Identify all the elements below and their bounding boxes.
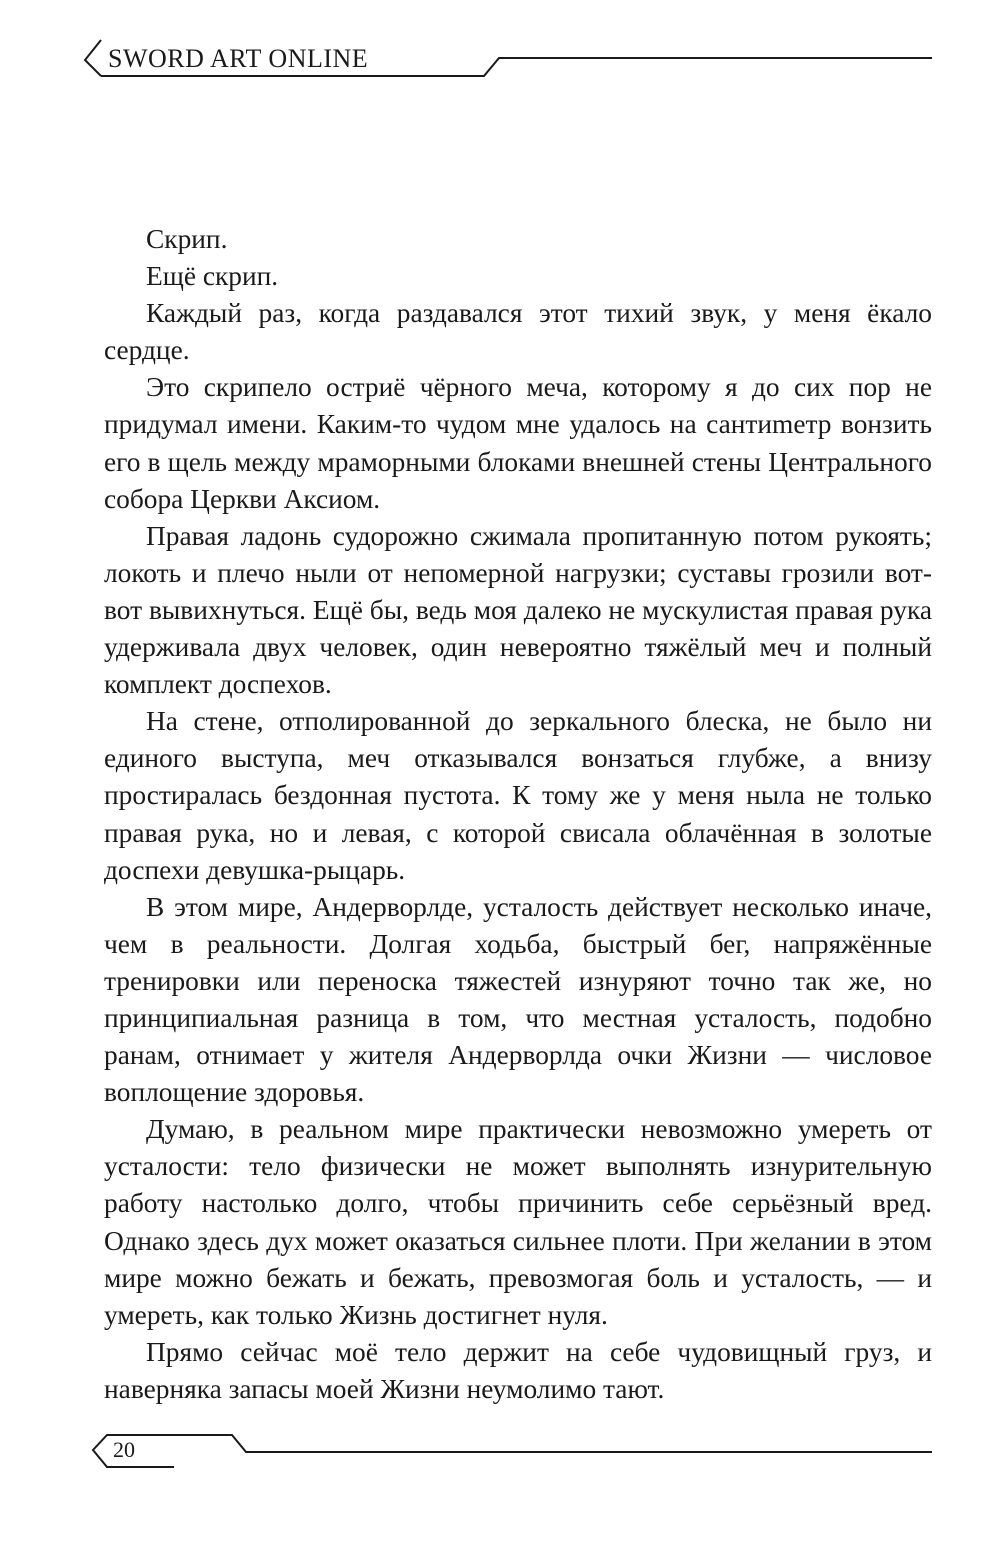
paragraph: Правая ладонь судорожно сжимала пропитанную потом рукоять; локоть и плечо ныли от непомерной нагрузки; суставы грозили вот-вот вывихнуться. Ещё бы, ведь моя далеко не мускулистая правая рука удерживала двух человек, один невероятно тяжёлый меч и полный комплект доспехов. — [104, 520, 932, 700]
paragraph: Это скрипело остриё чёрного меча, которому я до сих пор не придумал имени. Каким-то чудом мне удалось на сантиmетр вонзить его в щель между мраморными блоками внешней стены Центрального собора Церкви Аксиом. — [104, 372, 932, 514]
chapter-body — [104, 221, 932, 1408]
paragraph: Прямо сейчас моё тело держит на себе чудовищный груз, и наверняка запасы моей Жизни неумолимо тают. — [104, 1336, 932, 1404]
paragraph: Каждый раз, когда раздавался этот тихий звук, у меня ёкало сердце. — [104, 298, 932, 366]
paragraph: Ещё скрип. — [146, 261, 279, 292]
running-header-title: SWORD ART ONLINE — [108, 44, 369, 73]
paragraph: Думаю, в реальном мире практически невозможно умереть от усталости: тело физически не может выполнять изнурительную работу настолько долго, чтобы причинить себе серьёзный вред. Однако здесь дух может оказаться сильнее плоти. При желании в этом мире можно бежать и бежать, превозмогая боль и усталость, — и умереть, как только Жизнь достигнет нуля. — [104, 1114, 932, 1330]
footer-ornament — [0, 1420, 1000, 1500]
paragraph: В этом мире, Андерворлде, усталость действует несколько иначе, чем в реальности. Долгая ходьба, быстрый бег, напряжённые тренировки или переноска тяжестей изнуряют точно так же, но принципиальная разница в том, что местная усталость, подобно ранам, отнимает у жителя Андерворлда очки Жизни — числовое воплощение здоровья. — [104, 891, 932, 1108]
page-number: 20 — [113, 1437, 135, 1462]
paragraph: Скрип. — [146, 224, 228, 254]
paragraph: На стене, отполированной до зеркального блеска, не было ни единого выступа, меч отказывался вонзаться глубже, а внизу простиралась бездонная пустота. К тому же у меня ныла не только правая рука, но и левая, с которой свисала облачённая в золотые доспехи девушка-рыцарь. — [104, 706, 932, 885]
